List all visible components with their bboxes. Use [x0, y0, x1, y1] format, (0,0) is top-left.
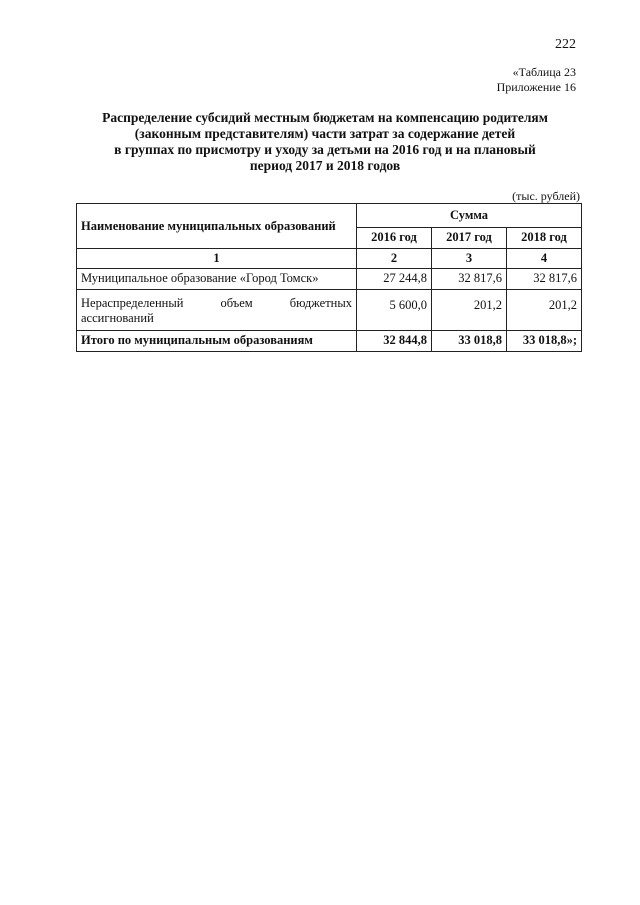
total-row: [77, 331, 582, 352]
title-line: в группах по присмотру и уходу за детьми на 2016 год и на плановый: [114, 142, 536, 157]
unit-label: (тыс. рублей): [512, 189, 580, 203]
subsidy-table: [76, 203, 582, 352]
column-number: 1: [77, 249, 357, 269]
table-header-row: [77, 204, 582, 228]
table-row: [77, 290, 582, 331]
column-number: 4: [507, 249, 582, 269]
total-2017: 33 018,8: [432, 331, 507, 352]
column-number: 2: [357, 249, 432, 269]
appendix-label: Приложение 16: [496, 80, 576, 94]
header-year: 2017 год: [432, 227, 507, 248]
value-2018: 201,2: [507, 290, 582, 331]
row-name: Муниципальное образование «Город Томск»: [77, 269, 357, 290]
annex-label: [497, 65, 576, 95]
value-2016: 27 244,8: [357, 269, 432, 290]
header-name: Наименование муниципальных образований: [77, 204, 357, 249]
column-number: 3: [432, 249, 507, 269]
document-title: [70, 110, 580, 174]
value-2017: 32 817,6: [432, 269, 507, 290]
value-2017: 201,2: [432, 290, 507, 331]
title-line: Распределение субсидий местным бюджетам на компенсацию родителям: [102, 110, 548, 125]
value-2018: 32 817,6: [507, 269, 582, 290]
table-row: [77, 269, 582, 290]
total-2016: 32 844,8: [357, 331, 432, 352]
total-2018: 33 018,8»;: [507, 331, 582, 352]
total-name: Итого по муниципальным образованиям: [77, 331, 357, 352]
title-line: период 2017 и 2018 годов: [249, 158, 401, 173]
header-sum: Сумма: [357, 204, 582, 228]
value-2016: 5 600,0: [357, 290, 432, 331]
table-label: «Таблица 23: [512, 65, 576, 79]
title-line: (законным представителям) части затрат за содержание детей: [134, 126, 516, 141]
page-number: 222: [555, 37, 576, 52]
header-year: 2016 год: [357, 227, 432, 248]
column-number-row: [77, 249, 582, 269]
row-name: Нераспределенный объем бюджетных ассигнований: [77, 290, 357, 331]
header-year: 2018 год: [507, 227, 582, 248]
